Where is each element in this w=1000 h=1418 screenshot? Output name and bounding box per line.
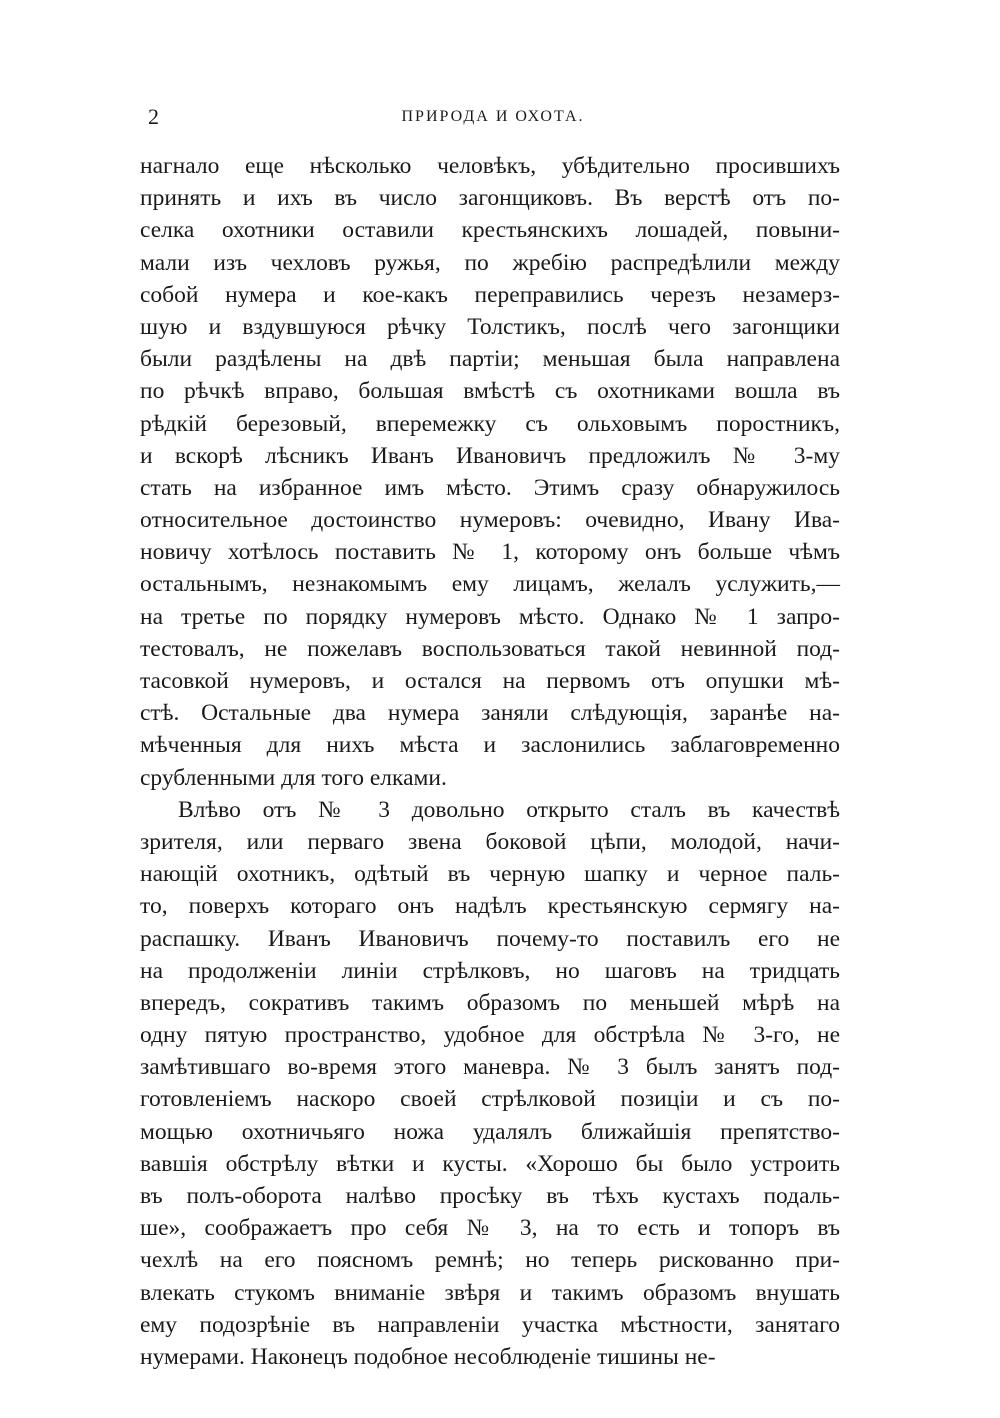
- text-line: рѣдкій березовый, вперемежку съ ольховымъ поростникъ,: [140, 410, 840, 437]
- text-line: нающій охотникъ, одѣтый въ черную шапку и черное паль-: [140, 861, 840, 888]
- paragraph: [140, 150, 840, 794]
- text-line: ше», соображаетъ про себя № 3, на то есть и топоръ въ: [140, 1215, 840, 1242]
- text-line: остальнымъ, незнакомымъ ему лицамъ, желалъ услужить,—: [140, 571, 840, 598]
- text-line: по рѣчкѣ вправо, большая вмѣстѣ съ охотниками вошла въ: [140, 378, 840, 405]
- text-line: шую и вздувшуюся рѣчку Толстикъ, послѣ чего загонщики: [140, 313, 840, 340]
- text-line: селка охотники оставили крестьянскихъ лошадей, повыни-: [140, 217, 840, 244]
- text-line: относительное достоинство нумеровъ: очевидно, Ивану Ива-: [140, 507, 840, 534]
- text-line: тестовалъ, не пожелавъ воспользоваться такой невинной под-: [140, 635, 840, 662]
- text-line: нумерами. Наконецъ подобное несоблюденіе тишины не-: [140, 1343, 716, 1370]
- page-number: 2: [148, 104, 159, 129]
- paragraph: [140, 794, 840, 1373]
- text-line: и вскорѣ лѣсникъ Иванъ Ивановичъ предложилъ № 3-му: [140, 442, 840, 469]
- text-line: на продолженіи линіи стрѣлковъ, но шаговъ на тридцать: [140, 957, 840, 984]
- text-line: въ полъ-оборота налѣво просѣку въ тѣхъ кустахъ подаль-: [140, 1183, 840, 1209]
- running-head: [148, 104, 838, 130]
- text-line: срубленными для того елками.: [140, 764, 447, 791]
- text-line: то, поверхъ котораго онъ надѣлъ крестьянскую сермягу на-: [140, 893, 840, 920]
- text-line: тасовкой нумеровъ, и остался на первомъ отъ опушки мѣ-: [140, 668, 840, 694]
- text-line: одну пятую пространство, удобное для обстрѣла № 3-го, не: [140, 1022, 840, 1049]
- text-line: ему подозрѣніе въ направленіи участка мѣстности, занятаго: [140, 1311, 840, 1338]
- text-line: мощью охотничьяго ножа удалялъ ближайшія препятство-: [140, 1118, 840, 1145]
- text-line: замѣтившаго во-время этого маневра. № 3 былъ занятъ под-: [140, 1054, 840, 1081]
- text-line: собой нумера и кое-какъ переправились черезъ незамерз-: [140, 281, 840, 308]
- text-line: мали изъ чехловъ ружья, по жребію распредѣлили между: [140, 249, 840, 276]
- text-line: мѣченныя для нихъ мѣста и заслонились заблаговременно: [140, 732, 840, 759]
- text-line: новичу хотѣлось поставить № 1, которому онъ больше чѣмъ: [140, 539, 840, 566]
- text-line: на третье по порядку нумеровъ мѣсто. Однако № 1 запро-: [140, 603, 840, 630]
- text-line: чехлѣ на его поясномъ ремнѣ; но теперь рискованно при-: [140, 1247, 840, 1274]
- text-line: влекать стукомъ вниманіе звѣря и такимъ образомъ внушать: [140, 1279, 840, 1306]
- text-line: зрителя, или перваго звена боковой цѣпи, молодой, начи-: [140, 828, 840, 855]
- text-line: готовленіемъ наскоро своей стрѣлковой позиціи и съ по-: [140, 1086, 840, 1113]
- text-line: распашку. Иванъ Ивановичъ почему-то поставилъ его не: [140, 925, 840, 952]
- text-line: были раздѣлены на двѣ партіи; меньшая была направлена: [140, 346, 840, 373]
- text-line: вавшія обстрѣлу вѣтки и кусты. «Хорошо бы было устроить: [140, 1150, 840, 1177]
- running-title: ПРИРОДА И ОХОТА.: [401, 108, 585, 125]
- text-line: стать на избранное имъ мѣсто. Этимъ сразу обнаружилось: [140, 474, 840, 501]
- text-line: нагнало еще нѣсколько человѣкъ, убѣдительно просившихъ: [140, 153, 840, 179]
- text-line: принять и ихъ въ число загонщиковъ. Въ верстѣ отъ по-: [140, 185, 840, 212]
- text-line: стѣ. Остальные два нумера заняли слѣдующія, заранѣе на-: [140, 700, 840, 727]
- text-line: впередъ, сокративъ такимъ образомъ по меньшей мѣрѣ на: [140, 989, 840, 1016]
- body-text: [140, 150, 840, 1373]
- text-line: Влѣво отъ № 3 довольно открыто сталъ въ качествѣ: [178, 796, 840, 823]
